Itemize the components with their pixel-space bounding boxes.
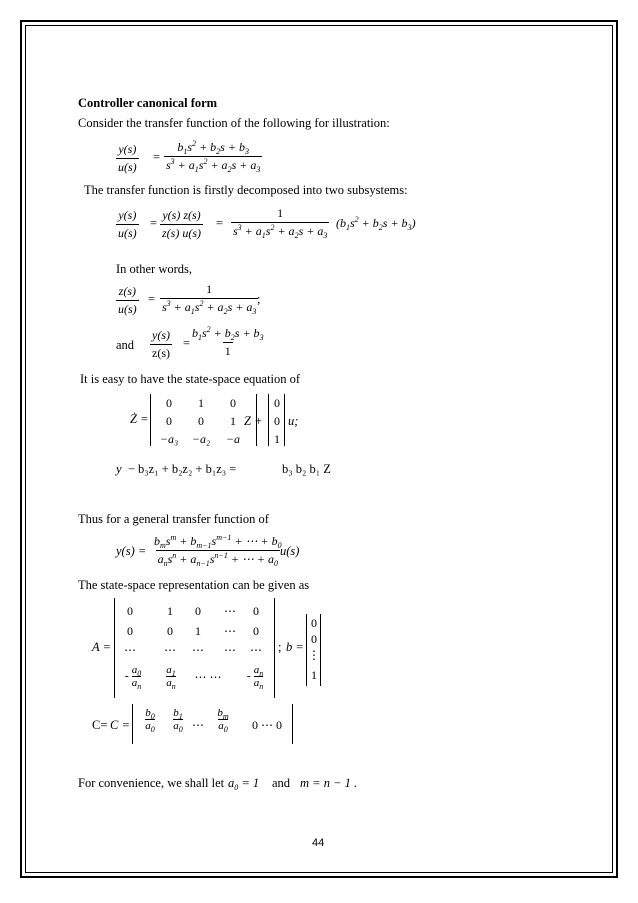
representation-paragraph: The state-space representation can be given as bbox=[78, 578, 310, 592]
page-border-inner bbox=[25, 25, 613, 873]
state-space-paragraph: It is easy to have the state-space equation of bbox=[80, 372, 301, 386]
general-tf-paragraph: Thus for a general transfer function of bbox=[78, 512, 269, 526]
in-other-words: In other words, bbox=[116, 262, 193, 276]
section-heading: Controller canonical form bbox=[78, 96, 218, 110]
intro-paragraph: Consider the transfer function of the following for illustration: bbox=[78, 116, 390, 130]
decomposition-paragraph: The transfer function is firstly decomposed into two subsystems: bbox=[84, 183, 408, 197]
page-number: 44 bbox=[312, 837, 325, 849]
